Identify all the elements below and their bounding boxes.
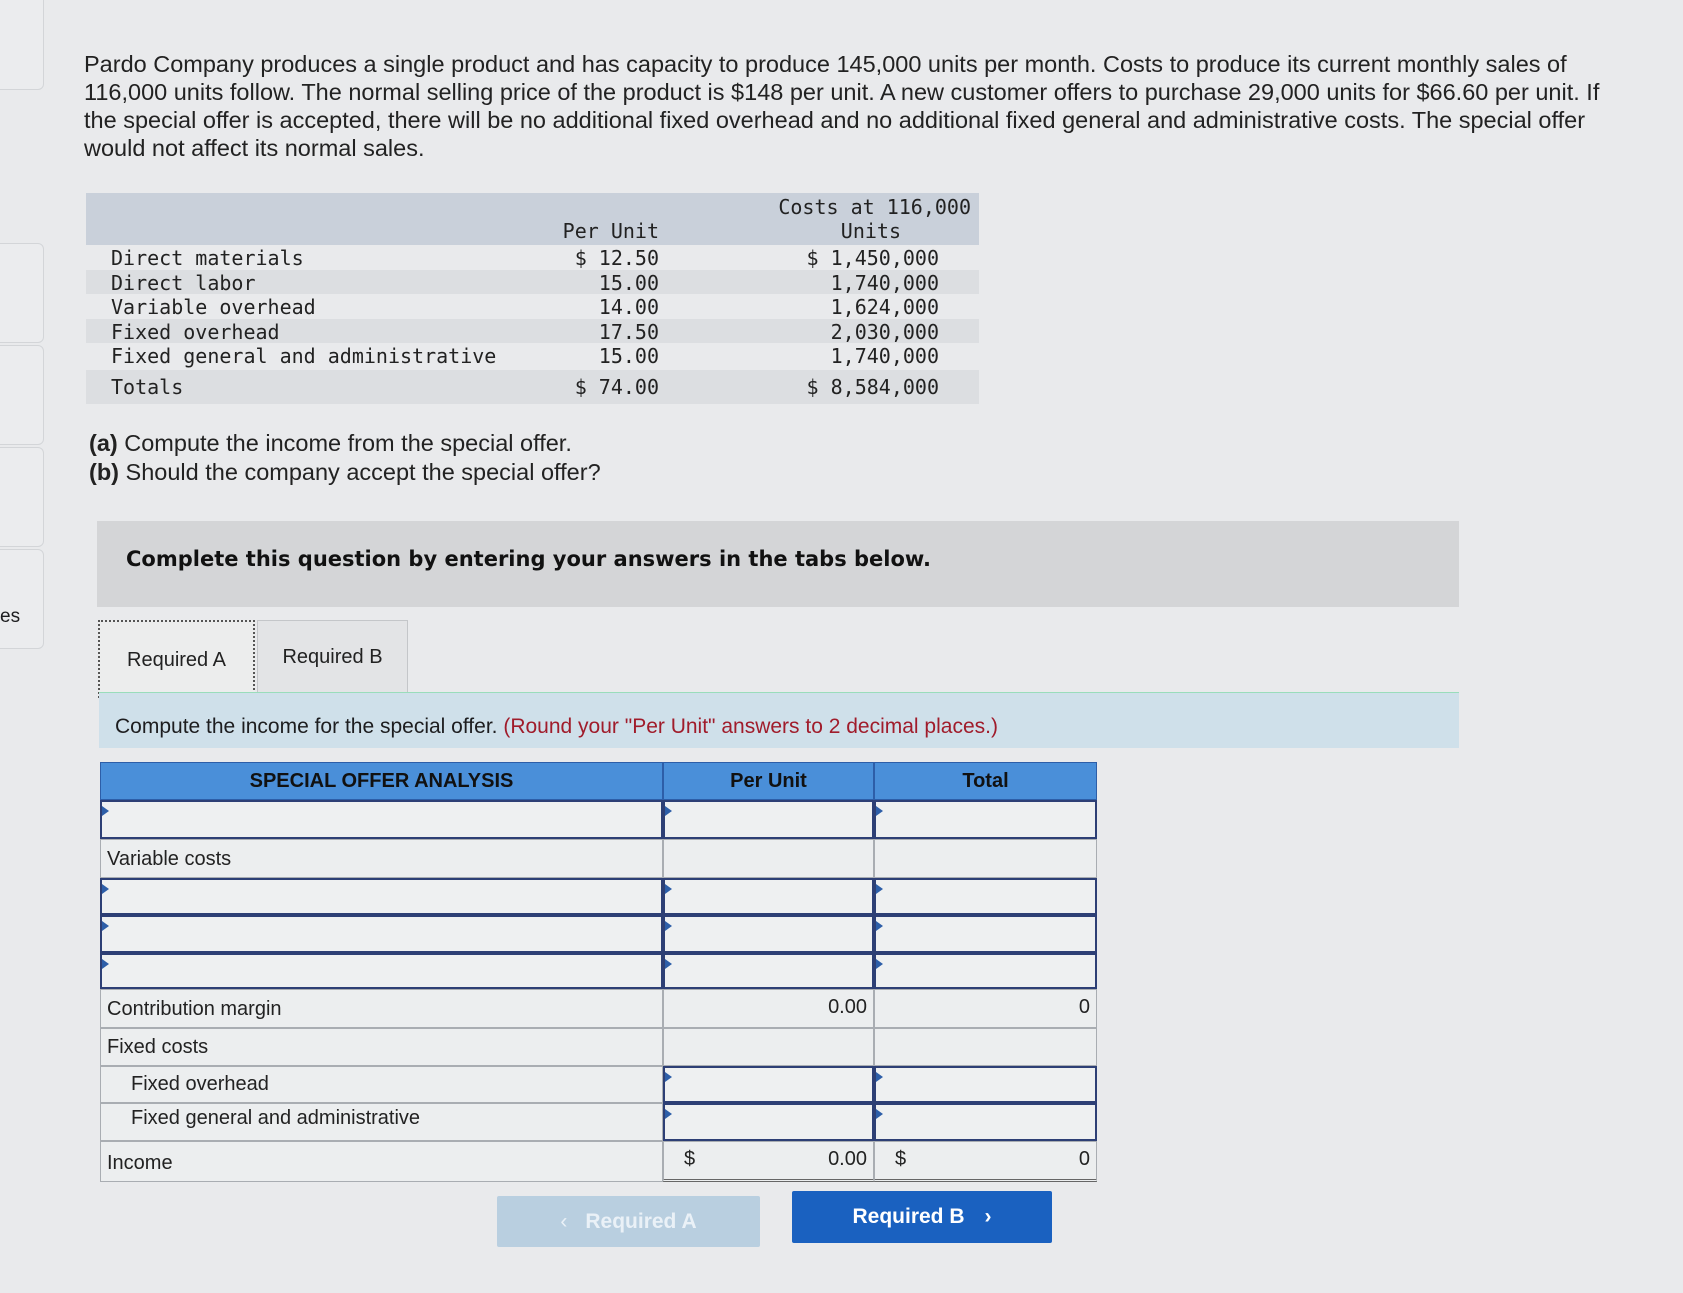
fixed-costs-label: Fixed costs [100, 1028, 663, 1066]
empty-cell [663, 1028, 874, 1066]
fixed-overhead-label: Fixed overhead [100, 1066, 663, 1103]
chevron-left-icon: ‹ [560, 1209, 568, 1233]
cost-row: Variable overhead 14.00 1,624,000 [111, 295, 939, 319]
instruction-bar: Compute the income for the special offer. (Round your "Per Unit" answers to 2 decimal places.) [99, 692, 1459, 748]
header-costs: Costs at 116,000 [778, 195, 971, 219]
header-total: Total [874, 762, 1097, 800]
per-unit-input[interactable] [663, 953, 874, 989]
fixed-overhead-total-input[interactable] [874, 1066, 1097, 1103]
fixed-ga-total-input[interactable] [874, 1103, 1097, 1141]
cost-totals-row: Totals $ 74.00 $ 8,584,000 [86, 370, 979, 404]
variable-costs-label: Variable costs [100, 839, 663, 878]
cost-row: Direct materials $ 12.50 $ 1,450,000 [111, 246, 939, 270]
next-required-b-button[interactable]: Required B › [792, 1191, 1052, 1243]
special-offer-analysis-table [100, 762, 1097, 1180]
problem-text: Pardo Company produces a single product and has capacity to produce 145,000 units per month. Costs to produce its current monthly sales of 116,000 units follow. The normal selling price of the product is $148 per unit. A new customer offers to purchase 29,000 units for $66.60 per unit. If the special offer is accepted, there will be no additional fixed overhead and no additional fixed general and administrative costs. The special offer would not affect its normal sales. [84, 51, 1600, 161]
per-unit-input[interactable] [663, 878, 874, 915]
side-card [0, 549, 44, 649]
fixed-ga-per-unit-input[interactable] [663, 1103, 874, 1141]
income-per-unit: $ 0.00 [663, 1141, 874, 1182]
total-input[interactable] [874, 878, 1097, 915]
empty-cell [874, 1028, 1097, 1066]
tab-required-b[interactable]: Required B [257, 620, 408, 694]
per-unit-input[interactable] [663, 915, 874, 953]
contribution-margin-label: Contribution margin [100, 989, 663, 1028]
line-item-select[interactable] [100, 800, 663, 839]
header-units: Units [840, 219, 901, 243]
fixed-overhead-per-unit-input[interactable] [663, 1066, 874, 1103]
cost-row: Fixed general and administrative 15.00 1,740,000 [111, 344, 939, 368]
header-per-unit: Per Unit [562, 219, 659, 243]
income-label: Income [100, 1141, 663, 1182]
side-card [0, 243, 44, 343]
total-input[interactable] [874, 953, 1097, 989]
total-input[interactable] [874, 915, 1097, 953]
fixed-ga-label: Fixed general and administrative [100, 1103, 663, 1141]
side-label: es [0, 606, 21, 627]
side-card [0, 447, 44, 547]
header-per-unit: Per Unit [663, 762, 874, 800]
variable-cost-select[interactable] [100, 878, 663, 915]
cost-row: Fixed overhead 17.50 2,030,000 [86, 319, 979, 344]
prev-required-a-button[interactable]: ‹ Required A [497, 1196, 760, 1247]
variable-cost-select[interactable] [100, 915, 663, 953]
variable-cost-select[interactable] [100, 953, 663, 989]
total-input[interactable] [874, 800, 1097, 839]
question-a: (a) Compute the income from the special offer. [89, 430, 572, 456]
income-total: $ 0 [874, 1141, 1097, 1182]
cost-table-header [86, 193, 979, 245]
instructions-banner: Complete this question by entering your answers in the tabs below. [97, 521, 1459, 607]
side-card [0, 345, 44, 445]
contribution-margin-total: 0 [874, 989, 1097, 1028]
cost-table [86, 193, 979, 404]
header-analysis: SPECIAL OFFER ANALYSIS [100, 762, 663, 800]
tab-required-a[interactable]: Required A [98, 620, 255, 698]
chevron-right-icon: › [984, 1205, 992, 1228]
side-card [0, 0, 44, 90]
contribution-margin-per-unit: 0.00 [663, 989, 874, 1028]
empty-cell [663, 839, 874, 878]
empty-cell [874, 839, 1097, 878]
cost-row: Direct labor 15.00 1,740,000 [86, 270, 979, 295]
question-b: (b) Should the company accept the special offer? [89, 459, 601, 485]
per-unit-input[interactable] [663, 800, 874, 839]
